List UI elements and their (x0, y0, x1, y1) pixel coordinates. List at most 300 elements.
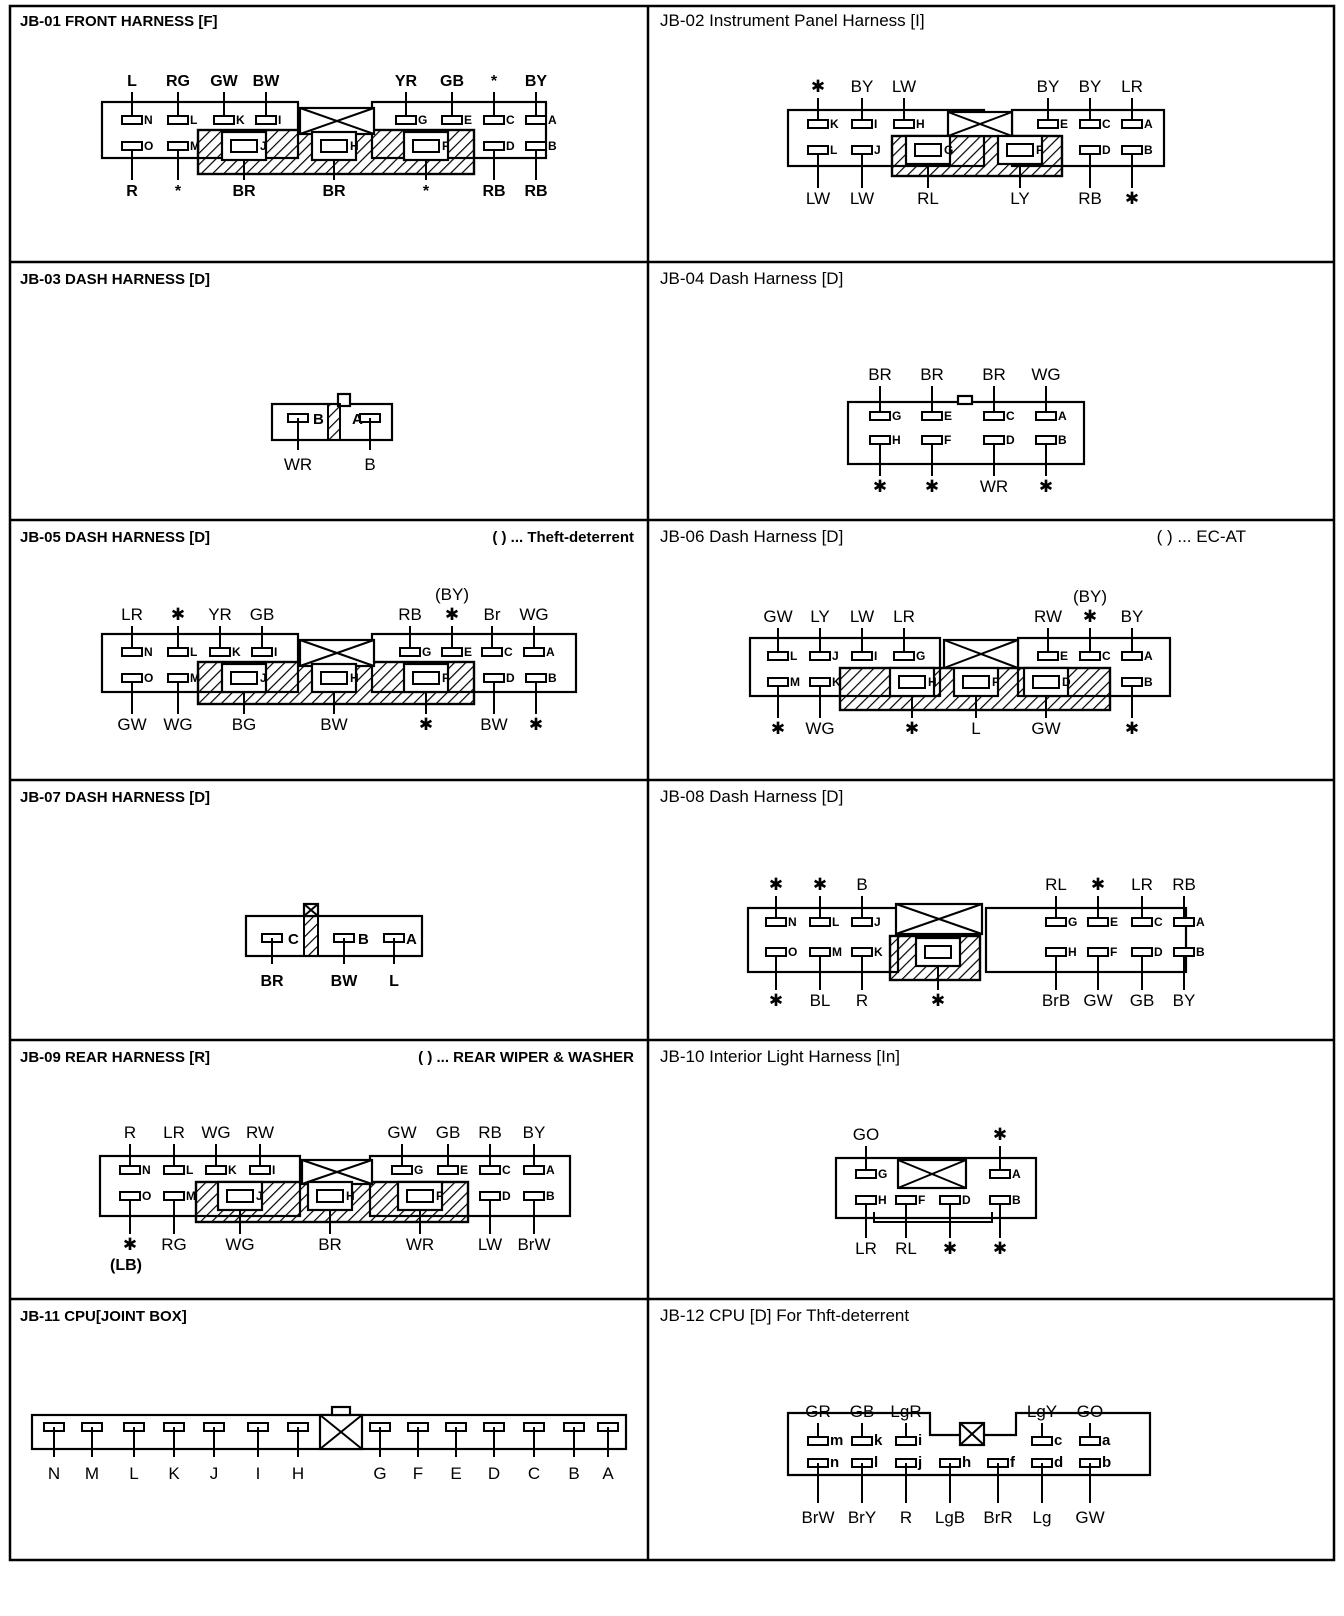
panel-title: JB-08 Dash Harness [D] (660, 787, 844, 806)
terminal-slot (250, 1166, 270, 1174)
housing-key (332, 1407, 350, 1415)
wire-color-label: Br (483, 605, 501, 624)
terminal-letter: E (1060, 117, 1069, 131)
wire-color-label: BR (260, 973, 284, 990)
terminal-letter: H (916, 117, 925, 131)
terminal-letter: A (1196, 915, 1205, 929)
terminal-slot (1080, 1437, 1100, 1445)
wire-color-label: ✱ (1124, 719, 1140, 738)
terminal-letter: B (546, 1189, 555, 1203)
terminal-letter: A (1144, 649, 1153, 663)
wire-color-label: RB (1078, 189, 1102, 208)
terminal-slot (526, 674, 546, 682)
terminal-slot (925, 946, 951, 958)
terminal-letter: H (350, 671, 359, 685)
terminal-slot (484, 674, 504, 682)
wire-color-label: * (174, 183, 182, 200)
pin-letter-label: C (527, 1464, 541, 1483)
terminal-letter: j (918, 1454, 923, 1471)
wire-color-label: WG (201, 1123, 231, 1142)
terminal-letter: A (352, 411, 363, 428)
terminal-slot (252, 648, 272, 656)
terminal-letter: O (142, 1189, 152, 1203)
panel-title: JB-01 FRONT HARNESS [F] (20, 13, 218, 30)
wire-color-label: BG (231, 715, 257, 734)
wire-color-label: BR (232, 183, 256, 200)
wire-color-label: LY (1010, 189, 1030, 208)
terminal-letter: L (186, 1163, 194, 1177)
wire-color-label: L (127, 73, 137, 90)
terminal-slot (1032, 1437, 1052, 1445)
panel-title: JB-05 DASH HARNESS [D] (20, 529, 211, 546)
terminal-slot (321, 672, 347, 684)
terminal-slot (122, 142, 142, 150)
terminal-slot (1080, 146, 1100, 154)
wire-color-label: R (855, 991, 869, 1010)
terminal-slot (438, 1166, 458, 1174)
terminal-slot (526, 142, 546, 150)
terminal-letter: D (502, 1189, 511, 1203)
terminal-letter: C (502, 1163, 511, 1177)
panel-title: JB-10 Interior Light Harness [In] (660, 1047, 901, 1066)
wire-color-label: GB (249, 605, 275, 624)
terminal-slot (810, 652, 830, 660)
terminal-letter: F (944, 433, 952, 447)
wire-color-label: BrW (801, 1508, 835, 1527)
terminal-slot (214, 116, 234, 124)
terminal-letter: C (1102, 649, 1111, 663)
panel-jb-01 (20, 13, 557, 200)
terminal-letter: E (1060, 649, 1069, 663)
terminal-letter: E (944, 409, 953, 423)
terminal-letter: K (232, 645, 241, 659)
terminal-letter: H (350, 139, 359, 153)
wire-color-label: LR (893, 607, 915, 626)
housing-key (958, 396, 972, 404)
panel-title: JB-02 Instrument Panel Harness [I] (660, 11, 925, 30)
terminal-slot (480, 1192, 500, 1200)
wire-color-label: WG (805, 719, 835, 738)
wire-color-label: BY (1078, 77, 1102, 96)
panel-jb-11 (20, 1308, 626, 1483)
terminal-letter: B (1144, 675, 1153, 689)
panel-jb-02 (660, 11, 1164, 208)
wire-color-label: RB (398, 605, 422, 624)
terminal-slot (206, 1166, 226, 1174)
wire-color-label: YR (208, 605, 232, 624)
terminal-slot (231, 672, 257, 684)
wire-color-label: GB (440, 73, 464, 90)
wire-color-label: RL (1045, 875, 1067, 894)
terminal-slot (122, 674, 142, 682)
terminal-slot (122, 116, 142, 124)
wire-color-label: LR (163, 1123, 185, 1142)
terminal-letter: D (1006, 433, 1015, 447)
panel-title: JB-09 REAR HARNESS [R] (20, 1049, 211, 1066)
terminal-letter: J (260, 139, 267, 153)
wire-color-label: BW (320, 715, 348, 734)
terminal-slot (1007, 144, 1033, 156)
wire-color-label: BY (1036, 77, 1060, 96)
terminal-slot (940, 1196, 960, 1204)
pin-letter-label: N (47, 1464, 61, 1483)
wire-color-label: BR (982, 365, 1006, 384)
pin-letter-label: F (412, 1464, 424, 1483)
terminal-letter: H (1068, 945, 1077, 959)
pin-letter-label: J (209, 1464, 219, 1483)
terminal-letter: D (962, 1193, 971, 1207)
terminal-slot (122, 648, 142, 656)
terminal-slot (852, 918, 872, 926)
terminal-slot (766, 918, 786, 926)
junction-block-diagram (8, 4, 1336, 1610)
terminal-letter: N (788, 915, 797, 929)
terminal-letter: c (1054, 1432, 1063, 1449)
terminal-slot (442, 116, 462, 124)
terminal-letter: L (190, 113, 198, 127)
terminal-slot (168, 116, 188, 124)
terminal-slot (766, 948, 786, 956)
wire-color-label: WG (519, 605, 549, 624)
wire-color-label: R (126, 183, 138, 200)
wire-color-label: GW (1075, 1508, 1105, 1527)
terminal-slot (1122, 678, 1142, 686)
terminal-letter: b (1102, 1454, 1112, 1471)
terminal-slot (1088, 948, 1108, 956)
wire-color-label: WG (163, 715, 193, 734)
terminal-slot (1122, 120, 1142, 128)
terminal-slot (870, 436, 890, 444)
terminal-letter: E (1110, 915, 1119, 929)
terminal-slot (810, 678, 830, 686)
terminal-slot (768, 678, 788, 686)
wire-color-label: BW (480, 715, 508, 734)
wire-color-label: ✱ (770, 719, 786, 738)
panel-title: JB-11 CPU[JOINT BOX] (20, 1308, 187, 1325)
panel-title: JB-07 DASH HARNESS [D] (20, 789, 211, 806)
wire-color-label: BR (322, 183, 346, 200)
terminal-slot (894, 652, 914, 660)
wire-color-label: WR (979, 477, 1009, 496)
terminal-letter: C (1154, 915, 1163, 929)
terminal-letter: O (788, 945, 798, 959)
terminal-letter: B (313, 411, 324, 428)
terminal-letter: F (992, 675, 1000, 689)
terminal-letter: k (874, 1432, 883, 1449)
terminal-slot (392, 1166, 412, 1174)
terminal-slot (810, 948, 830, 956)
terminal-letter: E (460, 1163, 469, 1177)
terminal-letter: H (928, 675, 937, 689)
terminal-letter: B (1196, 945, 1205, 959)
terminal-letter: N (142, 1163, 151, 1177)
wire-color-label: BY (850, 77, 874, 96)
terminal-letter: D (506, 139, 515, 153)
wire-color-label: LR (855, 1239, 877, 1258)
terminal-slot (168, 648, 188, 656)
wire-color-label: GO (1076, 1402, 1104, 1421)
panel-title: JB-03 DASH HARNESS [D] (20, 271, 211, 288)
terminal-slot (1038, 652, 1058, 660)
terminal-slot (1174, 948, 1194, 956)
wire-color-label: LgY (1026, 1402, 1058, 1421)
terminal-slot (231, 140, 257, 152)
wire-color-label: ✱ (930, 991, 946, 1010)
wire-color-label: LgR (890, 1402, 922, 1421)
terminal-letter: G (878, 1167, 888, 1181)
terminal-letter: F (1036, 143, 1044, 157)
terminal-letter: n (830, 1454, 840, 1471)
terminal-letter: J (260, 671, 267, 685)
panel-jb-05 (20, 529, 634, 734)
terminal-slot (870, 412, 890, 420)
terminal-letter: K (830, 117, 839, 131)
terminal-letter: A (1058, 409, 1067, 423)
terminal-letter: F (442, 671, 450, 685)
terminal-slot (413, 672, 439, 684)
terminal-letter: m (830, 1432, 844, 1449)
wire-color-label: RB (482, 183, 506, 200)
terminal-slot (1122, 652, 1142, 660)
panel-jb-04 (660, 269, 1084, 496)
wire-color-label: ✱ (810, 77, 826, 96)
terminal-slot (321, 140, 347, 152)
terminal-letter: A (406, 931, 417, 948)
terminal-letter: O (144, 671, 154, 685)
terminal-slot (413, 140, 439, 152)
terminal-letter: N (144, 645, 153, 659)
terminal-slot (1132, 948, 1152, 956)
terminal-letter: G (916, 649, 926, 663)
terminal-letter: B (1144, 143, 1153, 157)
terminal-slot (899, 676, 925, 688)
terminal-letter: A (1144, 117, 1153, 131)
terminal-letter: M (190, 671, 200, 685)
panel-note: ( ) ... Theft-deterrent (492, 529, 634, 546)
terminal-slot (915, 144, 941, 156)
terminal-slot (808, 120, 828, 128)
terminal-slot (1046, 918, 1066, 926)
pin-letter-label: D (487, 1464, 501, 1483)
wire-color-label: LW (805, 189, 831, 208)
terminal-slot (480, 1166, 500, 1174)
panel-jb-09 (20, 1049, 634, 1274)
terminal-letter: G (1068, 915, 1078, 929)
wire-color-label: BR (920, 365, 944, 384)
terminal-slot (810, 918, 830, 926)
wire-color-label: BR (868, 365, 892, 384)
panel-note: ( ) ... REAR WIPER & WASHER (418, 1049, 634, 1066)
wire-color-label: BrR (983, 1508, 1013, 1527)
wire-color-label: BrB (1041, 991, 1071, 1010)
wire-color-label: RL (917, 189, 939, 208)
terminal-letter: M (186, 1189, 196, 1203)
wire-color-label: BrW (517, 1235, 551, 1254)
wire-color-label: LW (849, 607, 875, 626)
wire-color-label: LY (810, 607, 830, 626)
terminal-slot (922, 436, 942, 444)
wire-color-label: ✱ (992, 1239, 1008, 1258)
terminal-letter: F (436, 1189, 444, 1203)
terminal-slot (442, 648, 462, 656)
panel-jb-08 (660, 787, 1205, 1010)
wire-color-label: GW (1031, 719, 1061, 738)
wire-color-label: Lg (1032, 1508, 1052, 1527)
wire-color-label: * (422, 183, 430, 200)
wire-color-label: GO (852, 1125, 880, 1144)
terminal-letter: J (874, 915, 881, 929)
terminal-letter: A (548, 113, 557, 127)
wire-color-label: B (856, 875, 868, 894)
terminal-slot (808, 146, 828, 154)
terminal-letter: I (274, 645, 278, 659)
wire-color-label: WR (283, 455, 313, 474)
terminal-letter: C (1006, 409, 1015, 423)
terminal-slot (227, 1190, 253, 1202)
terminal-slot (856, 1170, 876, 1178)
terminal-letter: I (874, 649, 878, 663)
pin-letter-label: G (373, 1464, 387, 1483)
terminal-letter: G (944, 143, 954, 157)
pin-letter-label: L (129, 1464, 139, 1483)
wire-color-label: GB (435, 1123, 461, 1142)
wire-color-label: ✱ (418, 715, 434, 734)
wire-color-label: LgB (934, 1508, 966, 1527)
terminal-letter: G (892, 409, 902, 423)
wire-color-label: ✱ (942, 1239, 958, 1258)
wire-color-label: GW (387, 1123, 417, 1142)
wire-color-label: YR (394, 73, 418, 90)
terminal-letter: F (918, 1193, 926, 1207)
terminal-slot (768, 652, 788, 660)
wire-color-label: ✱ (768, 991, 784, 1010)
terminal-slot (1174, 918, 1194, 926)
terminal-letter: M (790, 675, 800, 689)
terminal-letter: G (418, 113, 428, 127)
panel-jb-10 (660, 1047, 1036, 1258)
terminal-slot (168, 674, 188, 682)
wire-color-label: * (490, 73, 498, 90)
panel-jb-07 (20, 789, 422, 990)
terminal-letter: F (442, 139, 450, 153)
wire-color-label: LW (891, 77, 917, 96)
terminal-letter: i (918, 1432, 923, 1449)
pin-letter-label: B (568, 1464, 580, 1483)
wire-color-label: ✱ (992, 1125, 1008, 1144)
terminal-letter: B (548, 671, 557, 685)
wire-color-label: BY (524, 73, 548, 90)
terminal-slot (896, 1196, 916, 1204)
wire-color-label: GW (210, 73, 238, 90)
wire-color-label: LR (1121, 77, 1143, 96)
terminal-letter: A (546, 645, 555, 659)
terminal-letter: A (1012, 1167, 1021, 1181)
wire-color-label: RW (245, 1123, 275, 1142)
wire-color-label: ✱ (444, 605, 460, 624)
terminal-slot (1036, 436, 1056, 444)
terminal-slot (524, 1192, 544, 1200)
terminal-slot (1038, 120, 1058, 128)
terminal-slot (852, 948, 872, 956)
wire-color-label: ✱ (1082, 607, 1098, 626)
terminal-letter: h (962, 1454, 972, 1471)
wire-color-label: L (389, 973, 399, 990)
wire-color-label: GB (1129, 991, 1155, 1010)
terminal-slot (990, 1196, 1010, 1204)
terminal-slot (1036, 412, 1056, 420)
alternate-wire-label: (BY) (435, 585, 469, 604)
panel-jb-03 (20, 271, 392, 474)
alternate-wire-label: (BY) (1073, 587, 1107, 606)
wire-color-label: WR (405, 1235, 435, 1254)
pin-letter-label: A (602, 1464, 614, 1483)
wire-color-label: BY (522, 1123, 546, 1142)
terminal-letter: I (278, 113, 282, 127)
wire-color-label: GW (1083, 991, 1113, 1010)
terminal-letter: l (874, 1454, 879, 1471)
terminal-slot (984, 436, 1004, 444)
terminal-letter: M (190, 139, 200, 153)
pin-letter-label: K (168, 1464, 180, 1483)
pin-letter-label: I (255, 1464, 261, 1483)
terminal-letter: C (504, 645, 513, 659)
terminal-letter: C (506, 113, 515, 127)
terminal-slot (210, 648, 230, 656)
terminal-letter: D (1062, 675, 1071, 689)
terminal-letter: K (874, 945, 883, 959)
wire-color-label: LR (121, 605, 143, 624)
wire-color-label: RB (478, 1123, 502, 1142)
wire-color-label: GR (805, 1402, 831, 1421)
terminal-letter: E (464, 645, 473, 659)
terminal-slot (808, 1437, 828, 1445)
wire-color-label: RL (895, 1239, 917, 1258)
terminal-slot (526, 116, 546, 124)
terminal-letter: D (1154, 945, 1163, 959)
terminal-slot (407, 1190, 433, 1202)
hatched-divider (328, 404, 340, 440)
terminal-slot (1122, 146, 1142, 154)
terminal-letter: H (346, 1189, 355, 1203)
wire-color-label: ✱ (122, 1235, 138, 1254)
terminal-slot (120, 1192, 140, 1200)
terminal-letter: L (830, 143, 838, 157)
terminal-slot (984, 412, 1004, 420)
terminal-letter: M (832, 945, 842, 959)
terminal-slot (164, 1192, 184, 1200)
terminal-letter: G (422, 645, 432, 659)
terminal-letter: E (464, 113, 473, 127)
panel-title: JB-04 Dash Harness [D] (660, 269, 844, 288)
wire-color-label: GB (849, 1402, 875, 1421)
terminal-slot (1132, 918, 1152, 926)
terminal-letter: L (190, 645, 198, 659)
sheet-border (10, 6, 1334, 1560)
terminal-letter: B (358, 931, 369, 948)
terminal-letter: L (790, 649, 798, 663)
terminal-slot (120, 1166, 140, 1174)
wire-color-label: BW (330, 973, 358, 990)
wire-color-label: BR (318, 1235, 342, 1254)
wire-color-label: LW (849, 189, 875, 208)
wire-color-label: ✱ (924, 477, 940, 496)
terminal-letter: I (272, 1163, 276, 1177)
wire-color-label: GW (763, 607, 793, 626)
terminal-letter: I (874, 117, 878, 131)
panel-jb-12 (660, 1306, 1150, 1527)
terminal-slot (852, 652, 872, 660)
terminal-slot (1080, 652, 1100, 660)
